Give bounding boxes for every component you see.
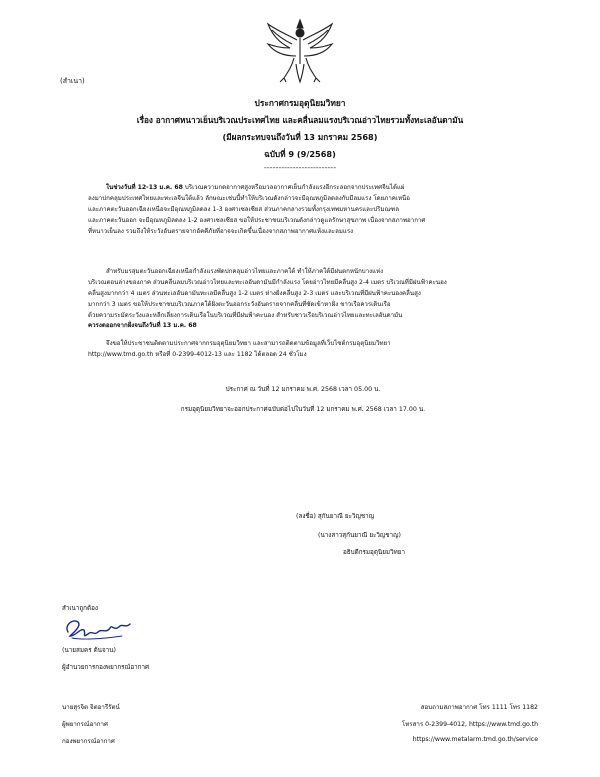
text-line: และภาคตะวันออก จะมีอุณหภูมิลดลง 1-2 องศาเซลเซียส ขอให้ประชาชนบริเวณดังกล่าวดูแลรักษาสุขภาพ เนื่องจากสภาพอากาศ — [88, 216, 426, 224]
contact-fax-website: โทรสาร 0-2399-4012, https://www.tmd.go.th — [401, 721, 538, 728]
garuda-emblem — [264, 16, 336, 84]
paragraph-follow-updates — [88, 339, 518, 361]
forecaster-division: กองพยากรณ์อากาศ — [62, 738, 115, 745]
issue-number: ฉบับที่ 9 (9/2568) — [264, 149, 336, 159]
signatory-position: อธิบดีกรมอุตุนิยมวิทยา — [343, 549, 405, 556]
signatory-name: (นางสาวสุกันยาณี ยะวิญชาญ) — [318, 532, 401, 539]
text-line: มากกว่า 3 เมตร ขอให้ประชาชนบริเวณภาคใต้ฝั่งตะวันออกระวังอันตรายจากคลื่นที่ซัดเข้าหาฝั่ง ชาวเรือควรเดินเรือ — [88, 300, 391, 308]
certified-copy-label: สำเนาถูกต้อง — [62, 605, 98, 612]
announcement-subject: เรื่อง อากาศหนาวเย็นบริเวณประเทศไทย และคลื่นลมแรงบริเวณอ่าวไทยรวมทั้งทะเลอันดามัน — [136, 115, 464, 125]
separator-line: ------------------------- — [263, 163, 337, 172]
certifier-name: (นายสมคร ต้นจาน) — [62, 647, 116, 654]
text-line: ด้วยความระมัดระวังและหลีกเลี่ยงการเดินเรือในบริเวณที่มีฝนฟ้าคะนอง สำหรับชาวเรือบริเวณอ่าวไทยและทะเลอันดามัน — [88, 311, 403, 319]
announced-date: ประกาศ ณ วันที่ 12 มกราคม พ.ศ. 2568 เวลา 05.00 น. — [225, 386, 381, 393]
next-issue-date: กรมอุตุนิยมวิทยาจะออกประกาศฉบับต่อไปในวันที่ 12 มกราคม พ.ศ. 2568 เวลา 17.00 น. — [180, 406, 426, 413]
effect-period: (มีผลกระทบจนถึงวันที่ 13 มกราคม 2568) — [222, 132, 378, 142]
text-line: http://www.tmd.go.th หรือที่ 0-2399-4012-13 และ 1182 ได้ตลอด 24 ชั่วโมง — [88, 350, 307, 358]
text-line: จึงขอให้ประชาชนติดตามประกาศจากกรมอุตุนิยมวิทยา และสามารถติดตามข้อมูลที่เว็บไซต์กรมอุตุนิยมวิทยา — [106, 340, 391, 347]
text-line: คลื่นสูงมากกว่า 4 เมตร ส่วนทะเลอันดามันทะเลมีคลื่นสูง 1-2 เมตร ห่างฝั่งคลื่นสูง 2-3 เมตร และบริเวณที่มีฝนฟ้าคะนองคลื่นสูง — [88, 289, 421, 297]
text-line: สำหรับมรสุมตะวันออกเฉียงเหนือกำลังแรงพัดปกคลุมอ่าวไทยและภาคใต้ ทำให้ภาคใต้มีฝนตกหนักบางแห่ง — [106, 268, 384, 275]
text-line: และภาคตะวันออกเฉียงเหนือจะมีอุณหภูมิลดลง 1-3 องศาเซลเซียส ส่วนภาคกลางรวมทั้งกรุงเทพมหานครและปริมณฑล — [88, 205, 400, 213]
signed-line: (ลงชื่อ) สุกันยาณี ยะวิญชาญ — [296, 513, 375, 520]
text-line: ควรงดออกจากฝั่งจนถึงวันที่ 13 ม.ค. 68 — [88, 322, 197, 330]
forecaster-name: นายสุรจิต จิตอารีรัตน์ — [62, 704, 120, 711]
contact-phone: สอบถามสภาพอากาศ โทร 1111 โทร 1182 — [420, 704, 538, 711]
paragraph-waves — [88, 267, 518, 332]
contact-service-link: https://www.metalarm.tmd.go.th/service — [412, 736, 538, 743]
text-line: ลงมาปกคลุมประเทศไทยและทะเลจีนใต้แล้ว ลักษณะเช่นนี้ทำให้บริเวณดังกล่าวจะมีอุณหภูมิลดลงกับมีลมแรง โดยภาคเหนือ — [88, 194, 410, 202]
text-line: ในช่วงวันที่ 12-13 ม.ค. 68 บริเวณความกดอากาศสูงหรือมวลอากาศเย็นกำลังแรงอีกระลอกจากประเทศจีนได้แผ่ — [106, 184, 405, 191]
text-line: บริเวณตอนล่างของภาค ส่วนคลื่นลมบริเวณอ่าวไทยและทะเลอันดามันมีกำลังแรง โดยอ่าวไทยมีคลื่นสูง 2-4 เมตร บริเวณที่มีฝนฟ้าคะนอง — [88, 278, 447, 286]
handwritten-signature — [62, 612, 132, 642]
paragraph-cold-weather — [88, 183, 518, 237]
copy-mark: (สำเนา) — [60, 77, 85, 85]
forecaster-role: ผู้พยากรณ์อากาศ — [62, 721, 108, 728]
text-line: ที่หนาวเย็นลง รวมถึงให้ระวังอันตรายจากอัคคีภัยที่อาจจะเกิดขึ้นเนื่องจากสภาพอากาศแห้งและลมแรง — [88, 227, 354, 235]
certifier-position: ผู้อำนวยการกองพยากรณ์อากาศ — [62, 664, 150, 671]
announcement-title: ประกาศกรมอุตุนิยมวิทยา — [254, 98, 346, 108]
